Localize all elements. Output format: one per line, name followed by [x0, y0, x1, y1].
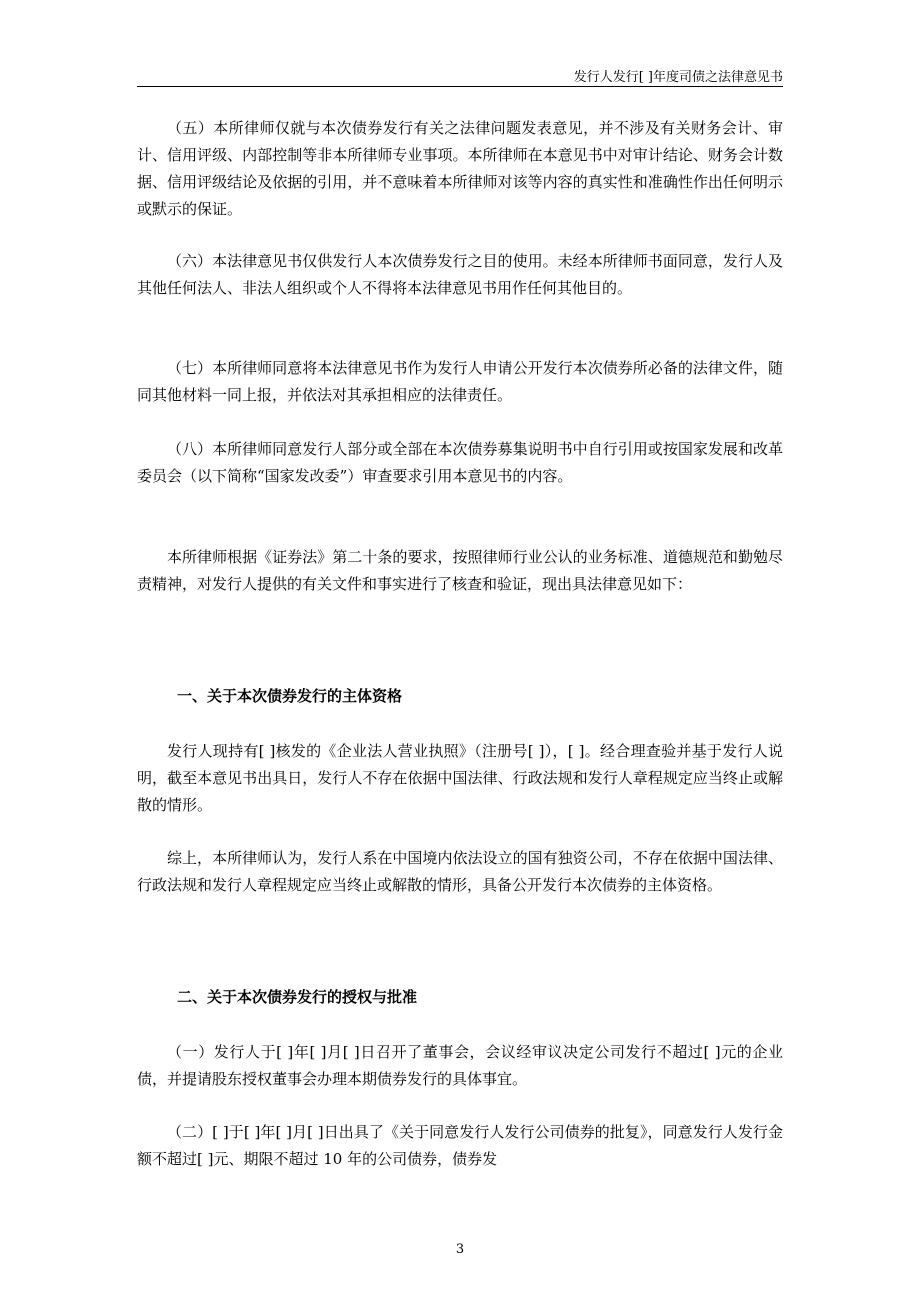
- page-number: 3: [455, 1242, 465, 1257]
- section-1-heading: 一、关于本次债券发行的主体资格: [177, 687, 403, 705]
- section-1-paragraph-1: 发行人现持有[ ]核发的《企业法人营业执照》（注册号[ ]），[ ]。经合理查验并基于发行人说明，截至本意见书出具日，发行人不存在依据中国法律、行政法规和发行人章程规定应当终止或解散的情形。: [137, 742, 783, 814]
- section-2-paragraph-1: （一）发行人于[ ]年[ ]月[ ]日召开了董事会，会议经审议决定公司发行不超过[ ]元的企业债，并提请股东授权董事会办理本期债券发行的具体事宜。: [137, 1043, 783, 1088]
- section-2-heading: 二、关于本次债券发行的授权与批准: [177, 988, 418, 1006]
- section-1-paragraph-2: 综上，本所律师认为，发行人系在中国境内依法设立的国有独资公司，不存在依据中国法律、行政法规和发行人章程规定应当终止或解散的情形，具备公开发行本次债券的主体资格。: [137, 849, 783, 894]
- page-header: [137, 56, 783, 87]
- paragraph-5: （五）本所律师仅就与本次债券发行有关之法律问题发表意见，并不涉及有关财务会计、审计、信用评级、内部控制等非本所律师专业事项。本所律师在本意见书中对审计结论、财务会计数据、信用评级结论及依据的引用，并不意味着本所律师对该等内容的真实性和准确性作出任何明示或默示的保证。: [137, 119, 783, 218]
- paragraph-6: （六）本法律意见书仅供发行人本次债券发行之目的使用。未经本所律师书面同意，发行人及其他任何法人、非法人组织或个人不得将本法律意见书用作任何其他目的。: [137, 252, 783, 297]
- paragraph-8: （八）本所律师同意发行人部分或全部在本次债券募集说明书中自行引用或按国家发展和改革委员会（以下简称“国家发改委”）审查要求引用本意见书的内容。: [137, 440, 783, 485]
- paragraph-7: （七）本所律师同意将本法律意见书作为发行人申请公开发行本次债券所必备的法律文件，随同其他材料一同上报，并依法对其承担相应的法律责任。: [137, 359, 783, 404]
- header-title: 发行人发行[ ]年度司债之法律意见书: [573, 70, 783, 85]
- section-2-paragraph-2: （二）[ ]于[ ]年[ ]月[ ]日出具了《关于同意发行人发行公司债券的批复》，同意发行人发行金额不超过[ ]元、期限不超过 10 年的公司债券，债券发: [137, 1123, 783, 1168]
- intro-paragraph: 本所律师根据《证券法》第二十条的要求，按照律师行业公认的业务标准、道德规范和勤勉尽责精神，对发行人提供的有关文件和事实进行了核查和验证，现出具法律意见如下：: [137, 548, 783, 593]
